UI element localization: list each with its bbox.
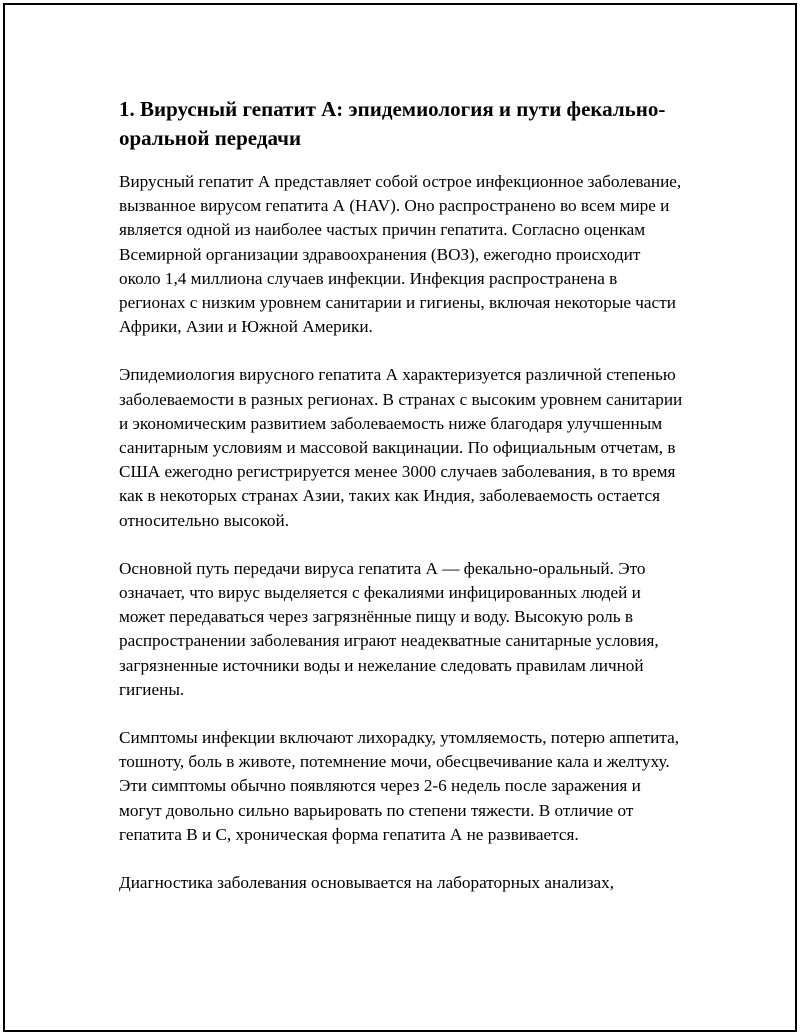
document-body <box>119 95 685 919</box>
paragraph-symptoms: Симптомы инфекции включают лихорадку, утомляемость, потерю аппетита, тошноту, боль в животе, потемнение мочи, обесцвечивание кала и желтуху. Эти симптомы обычно появляются через 2-6 недель после заражения и могут довольно сильно варьировать по степени тяжести. В отличие от гепатита В и С, хроническая форма гепатита А не развивается. <box>119 728 680 844</box>
paragraph-epidemiology: Эпидемиология вирусного гепатита А характеризуется различной степенью заболеваемости в разных регионах. В странах с высоким уровнем санитарии и экономическим развитием заболеваемость ниже благодаря улучшенным санитарным условиям и массовой вакцинации. По официальным отчетам, в США ежегодно регистрируется менее 3000 случаев заболевания, в то время как в некоторых странах Азии, таких как Индия, заболеваемость остается относительно высокой. <box>119 365 683 530</box>
document-page <box>3 3 797 1032</box>
paragraph-introduction: Вирусный гепатит А представляет собой острое инфекционное заболевание, вызванное вирусом гепатита А (HAV). Оно распространено во всем мире и является одной из наиболее частых причин гепатита. Согласно оценкам Всемирной организации здравоохранения (ВОЗ), ежегодно происходит около 1,4 миллиона случаев инфекции. Инфекция распространена в регионах с низким уровнем санитарии и гигиены, включая некоторые части Африки, Азии и Южной Америки. <box>119 172 682 337</box>
paragraph-transmission: Основной путь передачи вируса гепатита А — фекально-оральный. Это означает, что вирус выделяется с фекалиями инфицированных людей и может передаваться через загрязнённые пищу и воду. Высокую роль в распространении заболевания играют неадекватные санитарные условия, загрязненные источники воды и нежелание следовать правилам личной гигиены. <box>119 558 659 699</box>
paragraph-diagnostics: Диагностика заболевания основывается на лабораторных анализах, <box>119 873 615 893</box>
section-heading: 1. Вирусный гепатит А: эпидемиология и пути фекально-оральной передачи <box>119 97 666 150</box>
